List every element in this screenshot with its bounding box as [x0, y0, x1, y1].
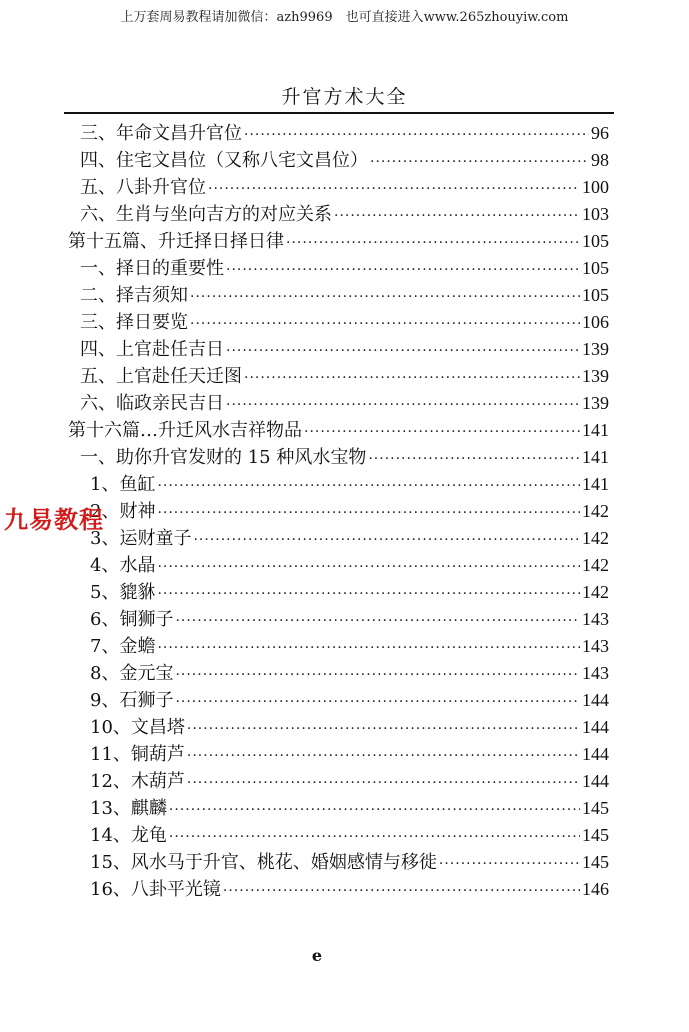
toc-entry — [80, 255, 609, 282]
toc-entry-label: 14、龙龟 — [90, 825, 167, 846]
book-title: 升官方术大全 — [281, 86, 408, 108]
toc-entry — [90, 741, 609, 768]
leader-dots — [190, 284, 580, 309]
toc-entry-label: 2、财神 — [90, 501, 156, 522]
toc-entry-label: 10、文昌塔 — [90, 717, 185, 738]
toc-entry-label: 5、貔貅 — [90, 582, 156, 603]
toc-entry — [90, 633, 609, 660]
toc-entry — [80, 174, 609, 201]
leader-dots — [304, 419, 580, 444]
toc-entry — [80, 147, 609, 174]
toc-entry-page: 105 — [582, 285, 609, 305]
toc-entry-label: 一、择日的重要性 — [80, 258, 224, 279]
toc-entry-page: 105 — [582, 231, 609, 251]
toc-entry — [90, 876, 609, 903]
toc-entry-page: 142 — [582, 555, 609, 575]
toc-entry — [90, 822, 609, 849]
toc-entry-label: 六、临政亲民吉日 — [80, 393, 224, 414]
toc-entry-label: 3、运财童子 — [90, 528, 192, 549]
toc-entry-label: 第十五篇、升迁择日择日律 — [68, 231, 284, 252]
toc-entry-label: 二、择吉须知 — [80, 285, 188, 306]
toc-entry-page: 146 — [582, 879, 609, 899]
toc-entry — [90, 849, 609, 876]
toc-entry — [80, 363, 609, 390]
toc-entry-page: 143 — [582, 609, 609, 629]
leader-dots — [175, 608, 580, 633]
toc-entry-label: 六、生肖与坐向吉方的对应关系 — [80, 204, 332, 225]
leader-dots — [244, 365, 580, 390]
toc-entry-page: 139 — [582, 393, 609, 413]
leader-dots — [223, 878, 580, 903]
toc-entry-page: 143 — [582, 636, 609, 656]
toc-entry-label: 第十六篇…升迁风水吉祥物品 — [68, 420, 302, 441]
toc-entry-page: 96 — [591, 123, 609, 143]
leader-dots — [175, 662, 580, 687]
toc-entry-label: 四、上官赴任吉日 — [80, 339, 224, 360]
toc-entry-page: 141 — [582, 474, 609, 494]
toc-entry-page: 141 — [582, 420, 609, 440]
leader-dots — [226, 338, 580, 363]
leader-dots — [169, 797, 580, 822]
toc-entry-label: 6、铜狮子 — [90, 609, 174, 630]
leader-dots — [190, 311, 580, 336]
toc-entry — [90, 714, 609, 741]
toc-entry — [90, 768, 609, 795]
toc-entry-label: 4、水晶 — [90, 555, 156, 576]
toc-entry — [80, 282, 609, 309]
leader-dots — [187, 743, 580, 768]
leader-dots — [157, 500, 580, 525]
toc-entry-label: 7、金蟾 — [90, 636, 156, 657]
toc-entry-page: 98 — [591, 150, 609, 170]
toc-entry — [90, 471, 609, 498]
toc-entry-page: 144 — [582, 690, 609, 710]
leader-dots — [175, 689, 580, 714]
toc-entry-page: 139 — [582, 339, 609, 359]
watermark-logo: 九易教程 — [4, 506, 104, 534]
toc-entry — [90, 687, 609, 714]
leader-dots — [157, 581, 580, 606]
toc-entry-page: 141 — [582, 447, 609, 467]
leader-dots — [244, 122, 589, 147]
leader-dots — [286, 230, 580, 255]
leader-dots — [187, 770, 580, 795]
leader-dots — [439, 851, 580, 876]
toc-entry — [80, 444, 609, 471]
toc-entry-page: 144 — [582, 771, 609, 791]
toc-entry — [90, 606, 609, 633]
leader-dots — [193, 527, 580, 552]
toc-entry — [90, 552, 609, 579]
toc-entry-page: 142 — [582, 528, 609, 548]
toc-entry — [80, 336, 609, 363]
toc-entry-page: 145 — [582, 825, 609, 845]
toc-entry — [90, 660, 609, 687]
toc-entry-page: 106 — [582, 312, 609, 332]
toc-entry-page: 103 — [582, 204, 609, 224]
leader-dots — [370, 149, 589, 174]
toc-entry — [90, 579, 609, 606]
toc-entry — [80, 120, 609, 147]
toc-entry-label: 15、风水马于升官、桃花、婚姻感情与移徙 — [90, 852, 437, 873]
toc-entry — [90, 498, 609, 525]
leader-dots — [226, 257, 580, 282]
toc-entry-label: 16、八卦平光镜 — [90, 879, 221, 900]
leader-dots — [169, 824, 580, 849]
leader-dots — [226, 392, 580, 417]
toc-entry-page: 139 — [582, 366, 609, 386]
toc-entry-label: 9、石狮子 — [90, 690, 174, 711]
leader-dots — [208, 176, 580, 201]
toc-entry-page: 142 — [582, 582, 609, 602]
toc-entry — [68, 417, 609, 444]
leader-dots — [368, 446, 580, 471]
toc-entry-label: 五、上官赴任天迁图 — [80, 366, 242, 387]
toc-entry-page: 144 — [582, 717, 609, 737]
toc-entry — [80, 390, 609, 417]
header-note: 上万套周易教程请加微信：azh9969 也可直接进入www.265zhouyiw.com — [120, 10, 569, 25]
leader-dots — [157, 554, 580, 579]
leader-dots — [334, 203, 580, 228]
toc-entry — [68, 228, 609, 255]
toc-entry — [80, 201, 609, 228]
toc-entry-label: 12、木葫芦 — [90, 771, 185, 792]
toc-entry-label: 一、助你升官发财的 15 种风水宝物 — [80, 447, 367, 468]
toc-entry-page: 100 — [582, 177, 609, 197]
toc-entry — [90, 795, 609, 822]
page-footer: e — [311, 946, 323, 965]
leader-dots — [187, 716, 580, 741]
toc-entry-page: 105 — [582, 258, 609, 278]
toc-entry-label: 11、铜葫芦 — [90, 744, 185, 765]
toc-entry-label: 三、年命文昌升官位 — [80, 123, 242, 144]
header-rule — [64, 112, 614, 114]
toc-entry-label: 四、住宅文昌位（又称八宅文昌位） — [80, 150, 368, 171]
toc-entry-label: 8、金元宝 — [90, 663, 174, 684]
toc-entry-page: 145 — [582, 852, 609, 872]
toc-entry-label: 1、鱼缸 — [90, 474, 156, 495]
toc-entry — [80, 309, 609, 336]
toc-entry-label: 五、八卦升官位 — [80, 177, 206, 198]
leader-dots — [157, 635, 580, 660]
toc-entry-page: 144 — [582, 744, 609, 764]
toc-entry-page: 142 — [582, 501, 609, 521]
toc-entry-label: 13、麒麟 — [90, 798, 167, 819]
toc-entry — [90, 525, 609, 552]
toc-entry-label: 三、择日要览 — [80, 312, 188, 333]
leader-dots — [157, 473, 580, 498]
toc-entry-page: 143 — [582, 663, 609, 683]
toc-entry-page: 145 — [582, 798, 609, 818]
